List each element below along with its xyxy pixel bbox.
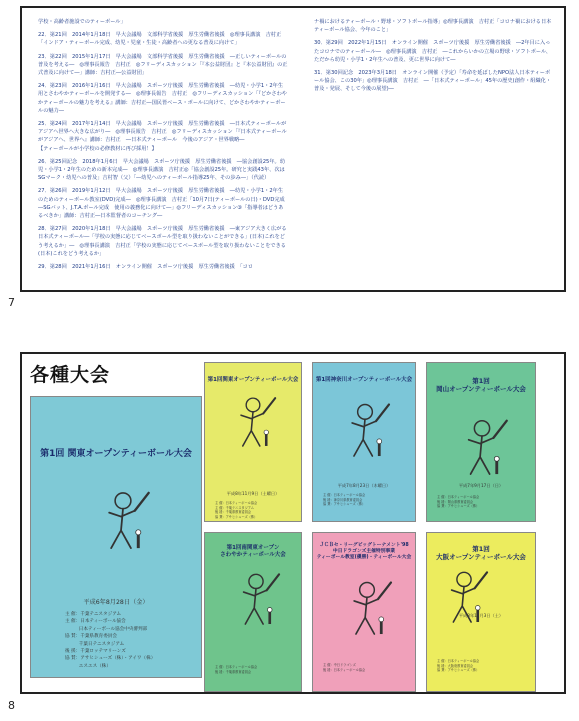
poster-title: 第1回 関東オープンティーボール大会	[40, 449, 192, 459]
poster-detail-line: 後 援：千葉県教育委員会	[215, 669, 252, 674]
history-entry: 学校・高齢者施設でのティーボール」	[38, 19, 126, 25]
poster-details	[323, 493, 365, 507]
poster-detail-line: 後 援：日本ティーボール協会	[323, 667, 366, 672]
poster-title: ＪＣＢセ・リーグビッグトーナメント'98 中日ドラゴンズ主催特別事業 ティーボール教室(優勝)・ティーボール大会	[316, 543, 412, 560]
poster-detail-line: エスエス（株）	[65, 663, 111, 669]
page-number-7: 7	[8, 296, 15, 309]
section-title: 各種大会	[30, 364, 111, 386]
tournament-poster	[312, 532, 416, 692]
poster-detail-line: 主 催：日本ティーボール協会	[215, 665, 258, 669]
poster-detail-line: 後 援：神奈川県教育委員会	[323, 497, 363, 502]
poster-details	[437, 659, 479, 673]
poster-date: 平成6年8月28日（金）	[83, 599, 149, 606]
history-entry: 28．第27回 2020年1月18日 早大会議場 スポーツ庁後援 厚生労働省後援 ―東アジア大きく広がる日本式ティーボール―「学校の実態に応じてベースボール型を取り扱わないことができる」(日本)これをどう考えるか」― ◎理事長講演 吉村正「学校の実態に応じてベースボール型を取り扱わないことをできる(日本)これをどう考えるか」	[38, 226, 287, 257]
poster-title: 第1回南関東オープン さわやかティーボール大会	[220, 545, 286, 558]
poster-detail-line: 主 催：日本ティーボール協会	[323, 493, 366, 497]
poster-date: 平成8年11月9日（土曜日）	[226, 491, 280, 496]
batter-illustration-icon	[229, 569, 283, 631]
batter-illustration-icon	[337, 399, 393, 463]
poster-detail-line: 協 賛：アサヒシューズ（株）	[437, 668, 480, 673]
poster-details	[437, 495, 479, 509]
poster-details	[65, 611, 155, 670]
poster-detail-line: 主 催：日本ティーボール協会	[65, 619, 126, 625]
poster-date: 平成8年11月3日（土）	[458, 613, 504, 618]
batter-illustration-icon	[227, 393, 279, 453]
right-column	[314, 18, 554, 99]
poster-detail-line: 協 賛：アサヒシューズ（株）・アイワ（株）	[65, 656, 156, 662]
poster-detail-line: 後 援：大阪府教育委員会	[437, 663, 474, 668]
history-entry: 30．第29回 2022年1月15日 オンライン開催 スポーツ庁後援 厚生労働省後援 ―2年目に入ったコロナでのティーボール― ◎理事長講演 吉村正 ―これからいかの立場の野球・ソフトボール、ただから幼児・小学1・2年生への普及、更に世界に向けて―	[314, 40, 551, 63]
poster-detail-line: 後 援：千葉ロッテマリーンズ	[65, 649, 126, 655]
poster-detail-line: 後 援：千葉県教育委員会	[215, 510, 252, 515]
tournament-poster	[204, 362, 302, 522]
poster-detail-line: 主 催：千葉テニスタジアム	[215, 505, 254, 510]
poster-details	[215, 665, 257, 674]
tournament-poster	[204, 532, 302, 692]
poster-detail-line: 協 賛：アサヒシューズ（株）	[215, 514, 258, 519]
poster-detail-line: 主 催：千葉テニスタジアム	[65, 612, 122, 617]
history-entry: 24．第23回 2016年1月16日 早大会議場 スポーツ庁後援 厚生労働省後援 ―幼児・小学1・2年生用とさわやかティーボールを開発する― ◎理事長報告 吉村正 ◎フリーディスカッション「『どかさわやかティーボールの魅力を考える』講師：吉村正―国民皆ベース・ボールに向けて、どかさわやかティーボールの魅力―	[38, 83, 287, 114]
tournament-poster	[426, 532, 536, 692]
tournament-poster	[426, 362, 536, 522]
page-8-panel	[20, 352, 566, 694]
history-entry: 25．第24回 2017年1月14日 早大会議場 スポーツ庁後援 厚生労働省後援 ―日本式ティーボールがアジアへ世界へ大きな広がり― ◎理事長報告 吉村正 ◎フリーディスカッション「『日本式ティーボールがアジアへ、世界へ』講師：吉村正 ―日本式ティーボール 今後のアジア・世界戦略― 【ティーボールが小学校の必修教材に再び採用！】	[38, 121, 297, 152]
poster-detail-line: 千葉日テニスタジアム	[65, 641, 125, 647]
page-7-panel	[20, 6, 566, 292]
history-entry: 23．第22回 2015年1月17日 早大会議場 文部科学省後援 厚生労働省後援 ―正しいティーボールの普及を考える― ◎理事長報告 吉村正 ◎フリーディスカッション「『本公益財団』と『本公益財団』の正式普及に向けて―」講師：吉村正―公益財団」	[38, 53, 288, 77]
poster-details	[215, 501, 257, 519]
poster-title: 第1回神奈川オープンティーボール大会	[315, 377, 413, 383]
poster-detail-line: 主 催：日本ティーボール協会	[437, 495, 480, 499]
poster-detail-line: 後 援：岡山県教育委員会	[437, 499, 474, 504]
poster-detail-line: 協 賛：アサヒシューズ（株）	[323, 502, 366, 507]
poster-title: 第1回関東オープンティーボール大会	[207, 377, 299, 383]
history-entry: 31．第30回記念 2023年3月18日 オンライン開催（予定）「寿命を延ばしたNPO法人日本ティーボール協会、この30年」◎理事長講演 吉村正 ―「日本式ティーボール」45年の歴史(創作・組織化・普及・発展、そして今後の展望)―	[314, 70, 552, 93]
batter-illustration-icon	[437, 567, 491, 629]
poster-date: 平成7年9月17日（日）	[458, 483, 504, 488]
poster-detail-line: 主 催：中日ドラゴンズ	[323, 663, 356, 667]
history-entry: 29．第28回 2021年1月16日 オンライン開催 スポーツ庁後援 厚生労働省後援 「コロ	[38, 264, 253, 271]
poster-detail-line: 日本ティーボール協会中央審判部	[65, 626, 148, 632]
left-column	[38, 18, 297, 276]
batter-illustration-icon	[453, 415, 511, 482]
poster-detail-line: 主 催：日本ティーボール協会	[215, 501, 258, 505]
poster-date: 平成7年8月23日（木曜日）	[337, 483, 391, 488]
poster-detail-line: 協 賛：千葉県教育委員会	[65, 634, 117, 640]
history-entry: ナ禍におけるティーボール・野球・ソフトボール指導」◎理事長講演 吉村正「コロナ禍における日本ティーボール協会、今年のこと」	[314, 19, 552, 34]
batter-illustration-icon	[93, 487, 153, 556]
history-entry: 26．第25回記念 2018年1月6日 早大会議場 スポーツ庁後援 厚生労働省後援 ―協会創設25年。幼児・小学1・2年生のための新本完成― ◎理事長講演 吉村正◎「協会創設25年。研究と実践43年、次はSGマーク・幼児への普及」吉村智（父）「―幼児へのティーボール指導25年、その歩み―」（代読）	[38, 158, 285, 182]
batter-illustration-icon	[339, 577, 395, 641]
history-entry: 22．第21回 2014年1月18日 早大会議場 文部科学省後援 厚生労働省後援 ◎理事長講演 吉村正「インドア・ティーボール完成、幼児・児童・生徒・高齢者への更なる普及に向けて」	[38, 32, 282, 47]
poster-title: 第1回 大阪オープンティーボール大会	[436, 545, 526, 562]
tournament-poster	[312, 362, 416, 522]
tournament-poster	[30, 396, 202, 678]
poster-detail-line: 協 賛：アサヒシューズ（株）	[437, 504, 480, 509]
poster-details	[323, 663, 365, 672]
history-entry: 27．第26回 2019年1月12日 早大会議場 スポーツ庁後援 厚生労働省後援 ―幼児・小学1・2年生のためのティーボール教室(DVD)完成― ◎理事長講演 吉村正「10月7日(ティーボールの日)・DVD完成―SGバット、J.T.A.ボール完成 使用の義務化に向けて―」◎フリーディスカッション③「指導者はどうあるべきか」講師：吉村正―日本監督者のコーチング―	[38, 188, 285, 220]
page-number-8: 8	[8, 699, 15, 712]
poster-title: 第1回 岡山オープンティーボール大会	[436, 377, 526, 394]
poster-detail-line: 主 催：日本ティーボール協会	[437, 659, 480, 663]
